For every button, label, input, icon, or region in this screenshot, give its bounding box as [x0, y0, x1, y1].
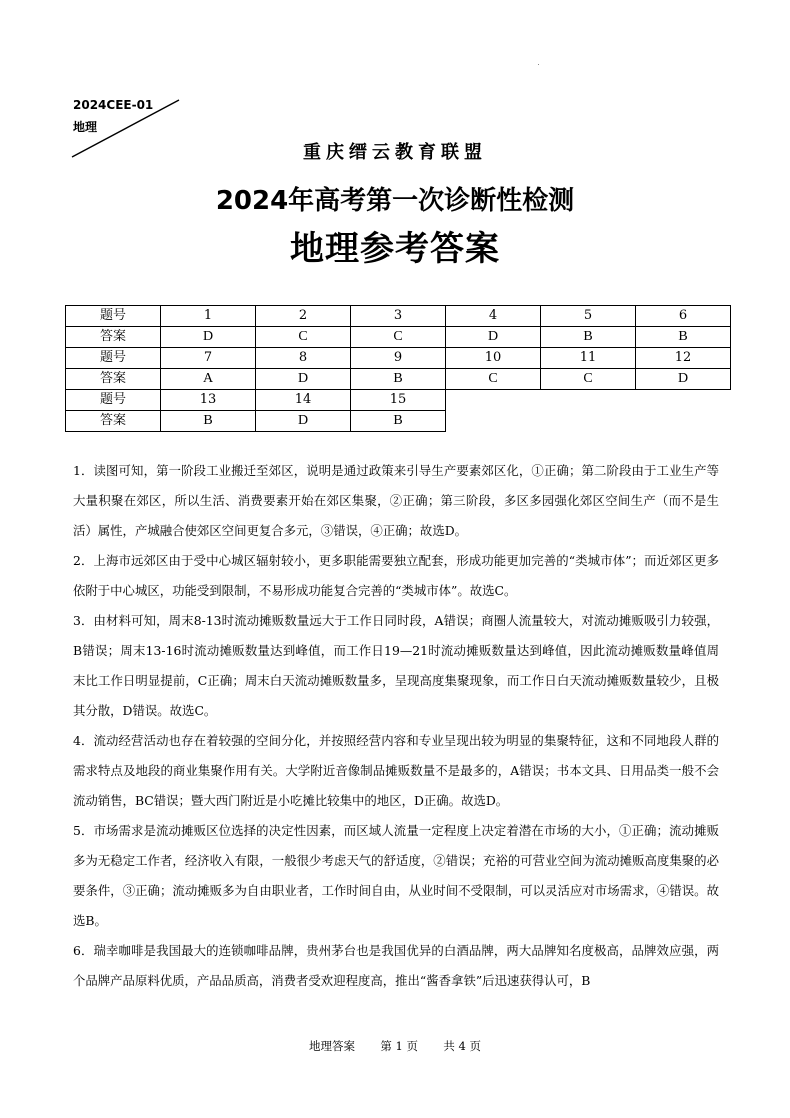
- question-number: 10: [446, 348, 541, 369]
- answer-row: [66, 327, 731, 348]
- page-number: 1: [395, 1039, 403, 1053]
- question-number-header: 题号: [66, 306, 161, 327]
- page-prefix: 第: [380, 1039, 392, 1053]
- question-number: 9: [351, 348, 446, 369]
- answer-cell: C: [351, 327, 446, 348]
- organization-name: 重庆缙云教育联盟: [303, 142, 487, 163]
- exam-code: 2024CEE-01: [73, 98, 154, 112]
- question-number: 2: [256, 306, 351, 327]
- question-number: 15: [351, 390, 446, 411]
- subject-label: 地理: [73, 120, 98, 134]
- answer-cell: A: [161, 369, 256, 390]
- answer-cell: D: [256, 411, 351, 432]
- answer-row: [66, 369, 731, 390]
- exam-title: 2024年高考第一次诊断性检测: [215, 186, 575, 216]
- question-number: 1: [161, 306, 256, 327]
- question-number: 14: [256, 390, 351, 411]
- explanation-paragraph: 2．上海市远郊区由于受中心城区辐射较小，更多职能需要独立配套，形成功能更加完善的“类城市体”；而近郊区更多依附于中心城区，功能受到限制，不易形成功能复合完善的“类城市体”。故选C。: [73, 553, 719, 598]
- explanation-paragraph: 6．瑞幸咖啡是我国最大的连锁咖啡品牌，贵州茅台也是我国优异的白酒品牌，两大品牌知名度极高，品牌效应强，两个品牌产品原料优质，产品品质高，消费者受欢迎程度高，推出“酱香拿铁”后迅速获得认可，B: [73, 943, 719, 988]
- answer-cell: D: [636, 369, 731, 390]
- question-number: 4: [446, 306, 541, 327]
- answer-cell: D: [161, 327, 256, 348]
- total-prefix: 共: [443, 1039, 455, 1053]
- total-pages: 4: [458, 1039, 466, 1053]
- question-number: 8: [256, 348, 351, 369]
- answer-row: [66, 411, 731, 432]
- answer-header: 答案: [66, 411, 161, 432]
- document-title: 地理参考答案: [290, 229, 500, 269]
- total-suffix: 页: [469, 1039, 481, 1053]
- explanation-paragraph: 4．流动经营活动也存在着较强的空间分化，并按照经营内容和专业呈现出较为明显的集聚特征，这和不同地段人群的需求特点及地段的商业集聚作用有关。大学附近音像制品摊贩数量不是最多的，A错误；书本文具、日用品类一般不会流动销售，BC错误；暨大西门附近是小吃摊比较集中的地区，D正确。故选D。: [73, 733, 719, 808]
- empty-table-area: [446, 390, 731, 411]
- question-number-header: 题号: [66, 348, 161, 369]
- answer-header: 答案: [66, 327, 161, 348]
- answer-cell: B: [351, 411, 446, 432]
- explanation-paragraph: 3．由材料可知，周末8-13时流动摊贩数量远大于工作日同时段，A错误；商圈人流量较大，对流动摊贩吸引力较强，B错误；周末13-16时流动摊贩数量达到峰值，而工作日19—21时流动摊贩数量达到峰值，因此流动摊贩数量峰值周末比工作日明显提前，C正确；周末白天流动摊贩数量多，呈现高度集聚现象，而工作日白天流动摊贩数量较少，且极其分散，D错误。故选C。: [73, 613, 719, 718]
- explanations-section: [73, 456, 719, 996]
- answer-cell: C: [446, 369, 541, 390]
- question-number-header: 题号: [66, 390, 161, 411]
- answer-cell: B: [541, 327, 636, 348]
- question-number: 11: [541, 348, 636, 369]
- page-footer: [0, 1038, 790, 1054]
- answer-table: [65, 305, 731, 432]
- footer-label: 地理答案: [309, 1039, 356, 1053]
- explanation-paragraph: 5．市场需求是流动摊贩区位选择的决定性因素，而区域人流量一定程度上决定着潜在市场的大小，①正确；流动摊贩多为无稳定工作者，经济收入有限，一般很少考虑天气的舒适度，②错误；充裕的可营业空间为流动摊贩高度集聚的必要条件，③正确；流动摊贩多为自由职业者，工作时间自由，从业时间不受限制，可以灵活应对市场需求，④错误。故选B。: [73, 823, 719, 928]
- question-number: 7: [161, 348, 256, 369]
- question-number: 13: [161, 390, 256, 411]
- answer-cell: B: [636, 327, 731, 348]
- answer-cell: B: [351, 369, 446, 390]
- question-number-row: [66, 390, 731, 411]
- question-number-row: [66, 348, 731, 369]
- answer-cell: D: [256, 369, 351, 390]
- answer-cell: D: [446, 327, 541, 348]
- question-number: 12: [636, 348, 731, 369]
- answer-cell: B: [161, 411, 256, 432]
- answer-cell: C: [541, 369, 636, 390]
- answer-cell: C: [256, 327, 351, 348]
- question-number: 6: [636, 306, 731, 327]
- answer-header: 答案: [66, 369, 161, 390]
- empty-table-area: [446, 411, 731, 432]
- question-number-row: [66, 306, 731, 327]
- explanation-paragraph: 1．读图可知，第一阶段工业搬迁至郊区，说明是通过政策来引导生产要素郊区化，①正确；第二阶段由于工业生产等大量积聚在郊区，所以生活、消费要素开始在郊区集聚，②正确；第三阶段，多区多园强化郊区空间生产（而不是生活）属性，产城融合使郊区空间更复合多元，③错误，④正确；故选D。: [73, 463, 719, 538]
- question-number: 5: [541, 306, 636, 327]
- page-suffix: 页: [406, 1039, 418, 1053]
- scan-dot: [538, 64, 539, 65]
- question-number: 3: [351, 306, 446, 327]
